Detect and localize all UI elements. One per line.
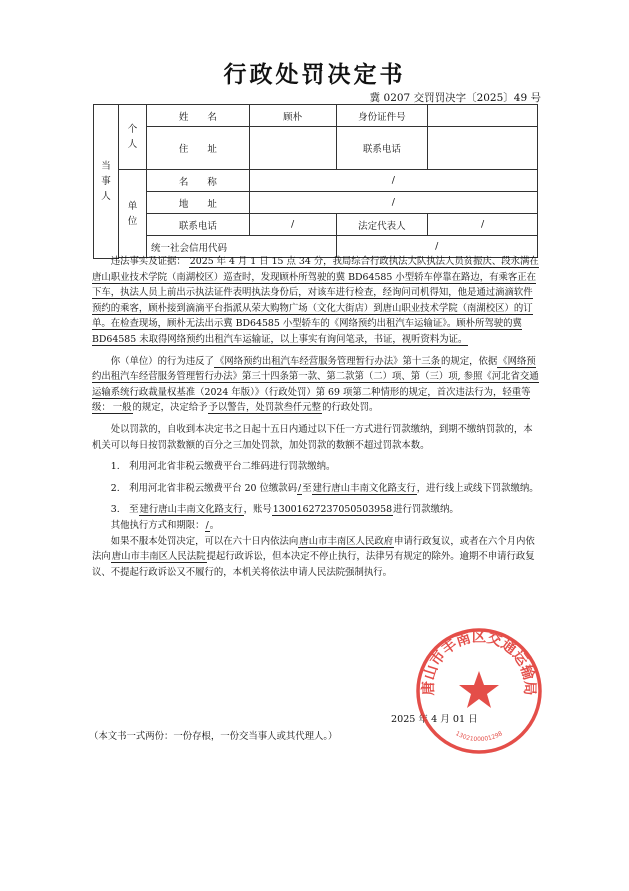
unit-name-label: 名 称 xyxy=(146,170,249,192)
appeal-government: 唐山市丰南区人民政府 xyxy=(299,535,394,547)
violation-suffix: 的规定，依据 xyxy=(440,355,498,367)
decision-body xyxy=(92,254,539,580)
severity-level: 一般 xyxy=(112,402,132,414)
payment-method-3: 3. 至建行唐山丰南文化路支行，账号13001627237050503958进行罚款缴纳。 xyxy=(110,504,459,516)
unit-address-value: / xyxy=(249,192,537,214)
bank-name: 建行唐山丰南文化路支行 xyxy=(312,482,416,494)
party-label: 当事人 xyxy=(94,105,119,259)
payment-method-1: 1. 利用河北省非税云缴费平台二维码进行罚款缴纳。 xyxy=(110,461,336,473)
individual-label: 个人 xyxy=(118,105,146,170)
document-number: 冀 0207 交罚罚决字〔2025〕49 号 xyxy=(369,92,541,104)
payment-method-2: 2. 利用河北省非税云缴费平台 20 位缴款码/至建行唐山丰南文化路支行，进行线上或线下罚款缴纳。 xyxy=(110,482,539,494)
other-method: 其他执行方式和期限：/。 xyxy=(110,519,220,531)
payment-code: / xyxy=(298,482,302,494)
phone-value xyxy=(428,127,538,170)
unit-label: 单位 xyxy=(118,170,146,258)
address-label: 住 址 xyxy=(146,127,249,170)
name-value: 顾朴 xyxy=(249,105,336,127)
facts-paragraph xyxy=(92,254,539,348)
appeal-court: 唐山市丰南区人民法院 xyxy=(111,551,206,563)
seal-number: 1302100001298 xyxy=(454,730,504,744)
seal-text: 唐山市丰南区交通运输局 xyxy=(420,629,538,696)
decision-suffix: 的行政处罚。 xyxy=(322,402,379,414)
unit-name-value: / xyxy=(249,170,537,192)
credit-code-value: / xyxy=(336,236,538,258)
name-label: 姓 名 xyxy=(146,105,249,127)
legal-rep-value: / xyxy=(428,214,538,236)
facts-text: 2025 年 4 月 1 日 15 点 34 分，我局综合行政执法大队执法人员贫振庆、段永满在唐山职业技术学院（南湖校区）巡查时，发现顾朴所驾驶的冀 BD64585 小型轿车停靠在路边，有乘客正在下车，执法人员上前出示执法证件表明执法身份后，对该车进行检查，经询问司机得知，他是通过滴滴软件预约的乘客，顾朴接到滴滴平台指派从荣大购物广场（文化大街店）到唐山职业技术学院（南湖校区）的订单。在检查现场，顾朴无法出示冀 BD64585 小型轿车的《网络预约出租汽车运输证》。顾朴所驾驶的冀 BD64585 未取得网络预约出租汽车运输证，以上事实有询问笔录，书证，视听资料为证。 xyxy=(92,256,539,345)
official-seal xyxy=(414,626,544,756)
party-info-table xyxy=(93,104,538,259)
credit-code-label: 统一社会信用代码 xyxy=(146,236,336,258)
unit-phone-label: 联系电话 xyxy=(146,214,249,236)
bank-account: 13001627237050503958 xyxy=(272,504,393,516)
address-value xyxy=(249,127,336,170)
decision-prefix: 的规定，决定给予 xyxy=(132,402,208,414)
appeal-paragraph: 如果不服本处罚决定，可以在六十日内依法向唐山市丰南区人民政府申请行政复议，或者在六个月内依法向唐山市丰南区人民法院提起行政诉讼，但本决定不停止执行，法律另有规定的除外。逾期不申请行政复议、不提起行政诉讼又不履行的，本机关将依法申请人民法院强制执行。 xyxy=(92,535,535,578)
penalty-value: 予以警告，处罚款叁仟元整 xyxy=(208,402,322,414)
id-value xyxy=(428,105,538,127)
document-title: 行政处罚决定书 xyxy=(223,61,406,88)
unit-address-label: 地 址 xyxy=(146,192,249,214)
violation-paragraph xyxy=(92,354,539,416)
violated-law: 《网络预约出租汽车经营服务管理暂行办法》第十三条 xyxy=(214,355,440,367)
seal-star-icon xyxy=(459,671,499,708)
payment-intro: 处以罚款的，自收到本决定书之日起十五日内通过以下任一方式进行罚款缴纳，到期不缴纳罚款的，本机关可以每日按罚款数额的百分之三加处罚款，加处罚款的数额不超过罚款本数。 xyxy=(92,423,533,451)
unit-phone-value: / xyxy=(249,214,336,236)
facts-label: 违法事实及证据： xyxy=(110,256,186,267)
violation-prefix: 你（单位）的行为违反了 xyxy=(110,355,214,367)
footnote: （本文书一式两份：一份存根，一份交当事人或其代理人。） xyxy=(89,731,338,742)
legal-rep-label: 法定代表人 xyxy=(336,214,428,236)
bank-name: 建行唐山丰南文化路支行 xyxy=(139,504,243,516)
id-label: 身份证件号 xyxy=(336,105,428,127)
phone-label: 联系电话 xyxy=(336,127,428,170)
basis-law: 《网络预约出租汽车经营服务管理暂行办法》第三十四条第一款、第二款第（二）项、第（三）项, 参照《河北省交通运输系统行政裁量权基准（2024 年版）》（行政处罚）第 69 项第二种情形的规定，首次违法行为，轻重等级： xyxy=(92,355,539,414)
decision-date: 2025 年 4 月 01 日 xyxy=(391,714,478,725)
